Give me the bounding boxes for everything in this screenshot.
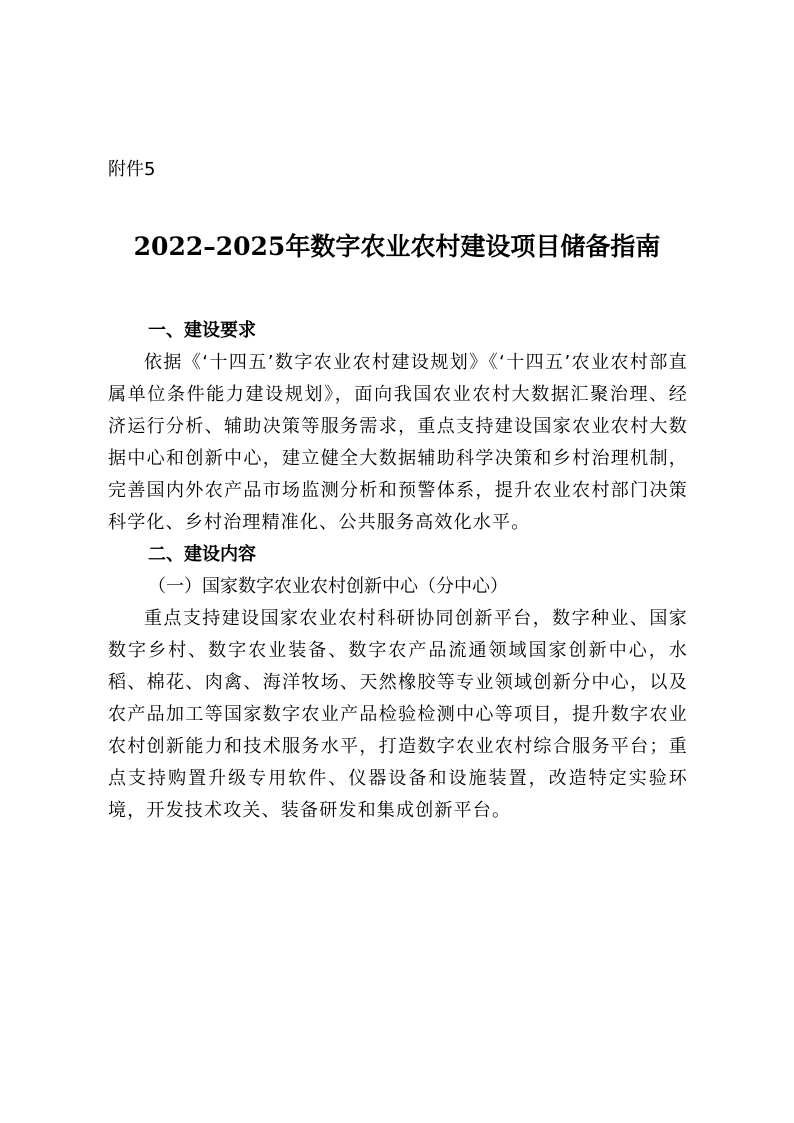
sub-heading-innovation-center: （一）国家数字农业农村创新中心（分中心） [148,576,508,597]
section-heading-requirements: 一、建设要求 [148,320,256,341]
section-paragraph-innovation-center: 重点支持建设国家农业农村科研协同创新平台，数字种业、国家数字乡村、数字农业装备、数字农产品流通领域国家创新中心，水稻、棉花、肉禽、海洋牧场、天然橡胶等专业领域创新分中心，以及农产品加工等国家数字农业产品检验检测中心等项目，提升数字农业农村创新能力和技术服务水平，打造数字农业农村综合服务平台；重点支持购置升级专用软件、仪器设备和设施装置，改造特定实验环境，开发技术攻关、装备研发和集成创新平台。 [108,608,688,821]
attachment-label: 附件5 [108,159,156,180]
document-title: 2022–2025年数字农业农村建设项目储备指南 [133,232,661,261]
document-body [108,315,688,827]
section-paragraph-requirements: 依据《‘十四五’数字农业农村建设规划》《‘十四五’农业农村部直属单位条件能力建设规划》，面向我国农业农村大数据汇聚治理、经济运行分析、辅助决策等服务需求，重点支持建设国家农业农村大数据中心和创新中心，建立健全大数据辅助科学决策和乡村治理机制，完善国内外农产品市场监测分析和预警体系，提升农业农村部门决策科学化、乡村治理精准化、公共服务高效化水平。 [108,352,688,533]
section-heading-content: 二、建设内容 [148,544,256,565]
